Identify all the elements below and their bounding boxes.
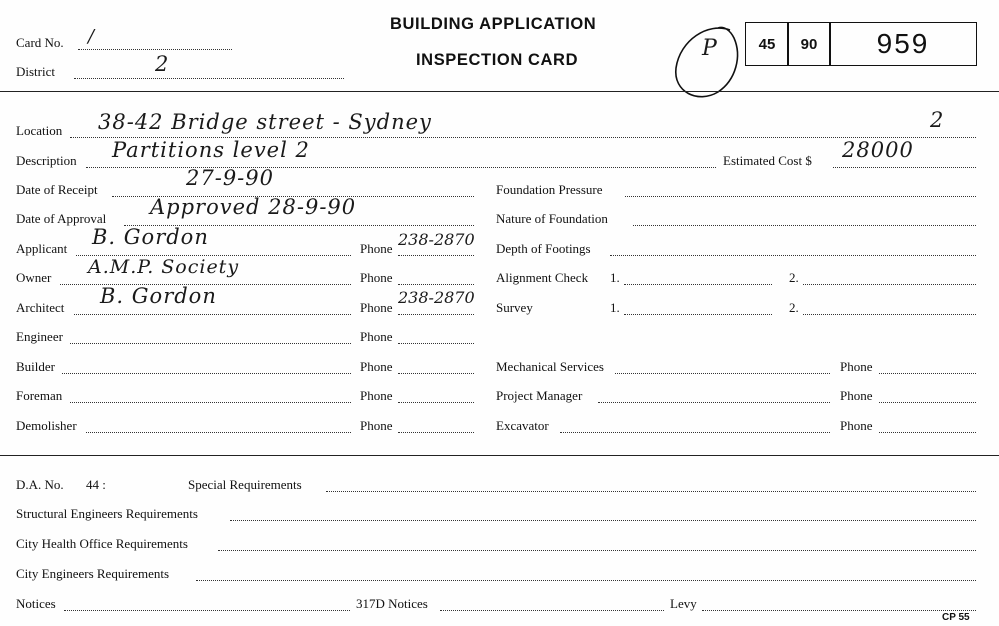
levy-line <box>702 610 976 611</box>
box-90: 90 <box>787 22 831 66</box>
engineer-label: Engineer <box>16 329 63 344</box>
mechanical-phone-label: Phone <box>840 359 873 374</box>
mechanical-phone-line <box>879 373 976 374</box>
excavator-label: Excavator <box>496 418 549 433</box>
estimated-cost-value: 28000 <box>842 138 914 162</box>
project-manager-label: Project Manager <box>496 388 583 403</box>
date-receipt-value: 27-9-90 <box>186 166 274 190</box>
builder-line <box>62 373 351 374</box>
architect-line <box>74 314 351 315</box>
description-value: Partitions level 2 <box>112 138 310 162</box>
district-line <box>74 78 344 79</box>
foreman-line <box>70 402 351 403</box>
builder-phone-label: Phone <box>360 359 393 374</box>
special-req-label: Special Requirements <box>188 477 302 492</box>
district-label: District <box>16 64 55 79</box>
engineer-phone-line <box>398 343 474 344</box>
architect-phone-label: Phone <box>360 300 393 315</box>
depth-footings-line <box>610 255 976 256</box>
project-manager-line <box>598 402 830 403</box>
architect-label: Architect <box>16 300 65 315</box>
architect-phone-value: 238-2870 <box>398 288 475 307</box>
date-receipt-label: Date of Receipt <box>16 182 98 197</box>
date-approval-value: Approved 28-9-90 <box>150 195 357 219</box>
da-no-label: D.A. No. <box>16 477 64 492</box>
foreman-phone-line <box>398 402 474 403</box>
notices-line <box>64 610 350 611</box>
owner-phone-label: Phone <box>360 270 393 285</box>
architect-phone-line <box>398 314 474 315</box>
foreman-label: Foreman <box>16 388 63 403</box>
notices-317d-line <box>440 610 664 611</box>
demolisher-phone-label: Phone <box>360 418 393 433</box>
city-eng-line <box>196 580 976 581</box>
excavator-phone-label: Phone <box>840 418 873 433</box>
description-line <box>86 167 716 168</box>
applicant-value: B. Gordon <box>92 225 209 249</box>
owner-value: A.M.P. Society <box>88 256 240 278</box>
foreman-phone-label: Phone <box>360 388 393 403</box>
architect-value: B. Gordon <box>100 284 217 308</box>
description-label: Description <box>16 153 77 168</box>
box-45: 45 <box>745 22 789 66</box>
circled-mark-icon <box>668 20 750 106</box>
survey-label: Survey <box>496 300 533 315</box>
foundation-pressure-label: Foundation Pressure <box>496 182 603 197</box>
alignment-2-line <box>803 284 976 285</box>
alignment-2-label: 2. <box>789 270 799 285</box>
district-value: 2 <box>155 52 170 76</box>
form-title-line2: INSPECTION CARD <box>416 51 579 69</box>
levy-label: Levy <box>670 596 697 611</box>
survey-1-line <box>624 314 772 315</box>
mechanical-label: Mechanical Services <box>496 359 604 374</box>
special-req-line <box>326 491 976 492</box>
survey-1-label: 1. <box>610 300 620 315</box>
nature-foundation-line <box>633 225 976 226</box>
location-value: 38-42 Bridge street - Sydney <box>98 110 432 134</box>
footer-divider <box>0 455 999 456</box>
excavator-phone-line <box>879 432 976 433</box>
circled-mark: P <box>702 36 718 61</box>
foundation-pressure-line <box>625 196 976 197</box>
demolisher-label: Demolisher <box>16 418 77 433</box>
project-manager-phone-label: Phone <box>840 388 873 403</box>
form-title-line1: BUILDING APPLICATION <box>390 15 597 33</box>
mechanical-line <box>615 373 830 374</box>
alignment-1-line <box>624 284 772 285</box>
da-no-value: 44 : <box>86 477 106 492</box>
demolisher-phone-line <box>398 432 474 433</box>
applicant-phone-label: Phone <box>360 241 393 256</box>
depth-footings-label: Depth of Footings <box>496 241 591 256</box>
card-no-value: / <box>88 26 96 47</box>
form-code: CP 55 <box>942 612 970 623</box>
structural-line <box>230 520 976 521</box>
structural-label: Structural Engineers Requirements <box>16 506 198 521</box>
demolisher-line <box>86 432 351 433</box>
alignment-check-label: Alignment Check <box>496 270 589 285</box>
city-eng-label: City Engineers Requirements <box>16 566 170 581</box>
owner-label: Owner <box>16 270 52 285</box>
applicant-phone-line <box>398 255 474 256</box>
engineer-phone-label: Phone <box>360 329 393 344</box>
builder-label: Builder <box>16 359 55 374</box>
health-label: City Health Office Requirements <box>16 536 188 551</box>
location-corner-value: 2 <box>930 108 945 132</box>
date-approval-label: Date of Approval <box>16 211 107 226</box>
alignment-1-label: 1. <box>610 270 620 285</box>
health-line <box>218 550 976 551</box>
card-no-label: Card No. <box>16 35 64 50</box>
excavator-line <box>560 432 830 433</box>
notices-label: Notices <box>16 596 56 611</box>
survey-2-label: 2. <box>789 300 799 315</box>
box-959: 959 <box>829 22 977 66</box>
project-manager-phone-line <box>879 402 976 403</box>
estimated-cost-label: Estimated Cost $ <box>723 153 812 168</box>
owner-phone-line <box>398 284 474 285</box>
card-no-line <box>78 49 232 50</box>
applicant-phone-value: 238-2870 <box>398 230 475 249</box>
estimated-cost-line <box>833 167 976 168</box>
header-divider <box>0 91 999 92</box>
nature-foundation-label: Nature of Foundation <box>496 211 608 226</box>
survey-2-line <box>803 314 976 315</box>
engineer-line <box>70 343 351 344</box>
location-label: Location <box>16 123 63 138</box>
builder-phone-line <box>398 373 474 374</box>
applicant-label: Applicant <box>16 241 68 256</box>
notices-317d-label: 317D Notices <box>356 596 428 611</box>
